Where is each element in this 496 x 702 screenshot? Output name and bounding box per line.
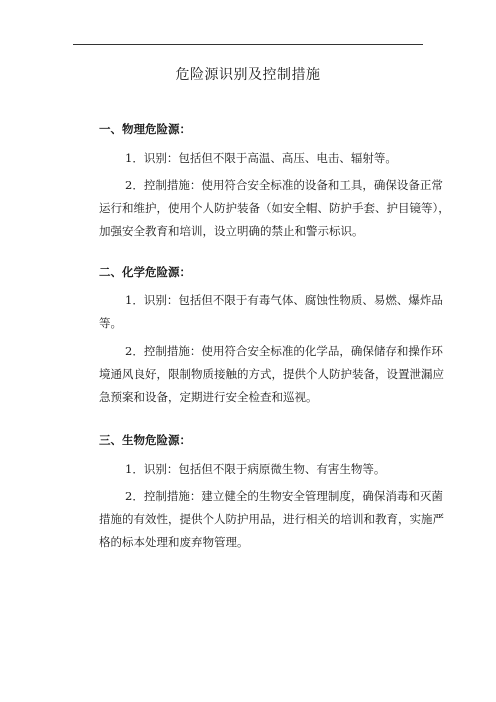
document-title: 危险源识别及控制措施 — [175, 67, 321, 83]
text-line: 措施的有效性，提供个人防护用品，进行相关的培训和教育，实施严 — [99, 512, 444, 526]
text-line: 2．控制措施：使用符合安全标准的化学品，确保储存和操作环 — [125, 344, 443, 358]
section-heading-biological: 三、生物危险源： — [99, 433, 191, 447]
paragraph-chemical-measures — [99, 340, 444, 409]
text-line: 等。 — [99, 316, 122, 330]
paragraph-chemical-identify — [99, 289, 443, 335]
text-line: 2．控制措施：使用符合安全标准的设备和工具，确保设备正常 — [125, 178, 443, 192]
section-heading-physical: 一、物理危险源： — [99, 122, 191, 136]
text-line: 运行和维护，使用个人防护装备（如安全帽、防护手套、护目镜等）， — [99, 201, 450, 215]
text-line: 1．识别：包括但不限于有毒气体、腐蚀性物质、易燃、爆炸品 — [125, 293, 443, 307]
header-rule — [73, 44, 423, 45]
paragraph-physical-measures — [99, 174, 450, 243]
text-line: 加强安全教育和培训，设立明确的禁止和警示标识。 — [99, 224, 364, 238]
text-line: 1．识别：包括但不限于病原微生物、有害生物等。 — [125, 462, 386, 476]
paragraph-biological-measures — [99, 485, 444, 554]
text-line: 急预案和设备，定期进行安全检查和巡视。 — [99, 390, 318, 404]
text-line: 1．识别：包括但不限于高温、高压、电击、辐射等。 — [125, 151, 397, 165]
paragraph-biological-identify — [125, 458, 425, 481]
text-line: 2．控制措施：建立健全的生物安全管理制度，确保消毒和灭菌 — [125, 489, 443, 503]
paragraph-physical-identify — [125, 147, 425, 170]
section-heading-chemical: 二、化学危险源： — [99, 265, 191, 279]
text-line: 格的标本处理和废弃物管理。 — [99, 535, 249, 549]
text-line: 境通风良好，限制物质接触的方式，提供个人防护装备，设置泄漏应 — [99, 367, 444, 381]
